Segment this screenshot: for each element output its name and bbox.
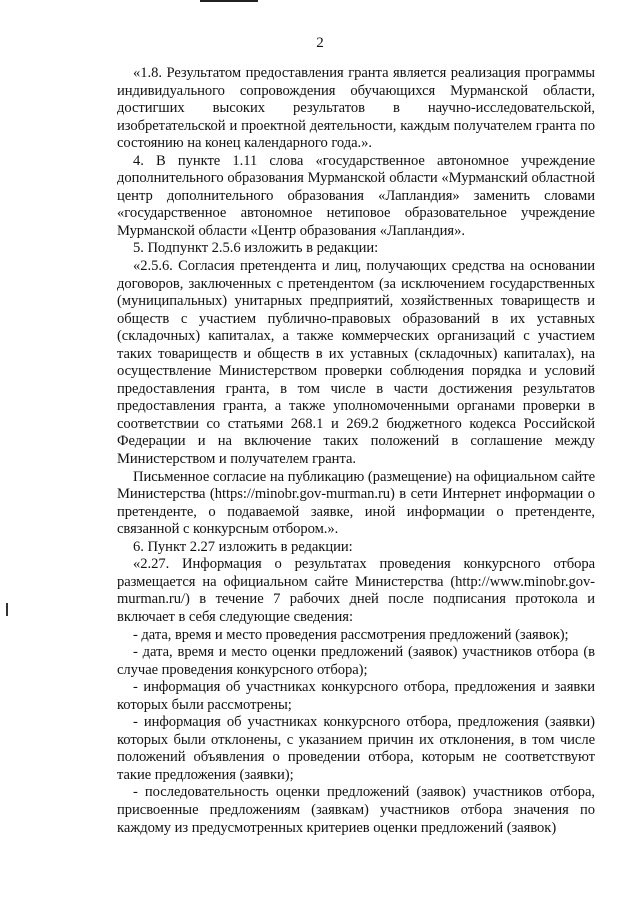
document-body [117, 65, 595, 837]
top-rule [200, 0, 258, 2]
list-item: - информация об участниках конкурсного отбора, предложения (заявки) которых были отклонены, с указанием причин их отклонения, в том числе положений объявления о проведении отбора, которым не соответствуют такие предложения (заявки); [117, 714, 595, 783]
list-item: - информация об участниках конкурсного отбора, предложения и заявки которых были рассмотрены; [117, 679, 595, 713]
paragraph-item-5: 5. Подпункт 2.5.6 изложить в редакции: [133, 240, 379, 257]
scan-mark [6, 603, 8, 616]
list-item: - дата, время и место проведения рассмотрения предложений (заявок); [133, 626, 569, 643]
paragraph-item-4: 4. В пункте 1.11 слова «государственное автономное учреждение дополнительного образования Мурманской области «Мурманский областной центр дополнительного образования «Лапландия» заменить словами «государственное автономное нетиповое образовательное учреждение Мурманской области «Центр образования «Лапландия». [117, 152, 595, 239]
list-item: - дата, время и место оценки предложений (заявок) участников отбора (в случае проведения конкурсного отбора); [117, 644, 595, 678]
paragraph-1-8: «1.8. Результатом предоставления гранта является реализация программы индивидуального сопровождения обучающихся Мурманской области, достигших высоких результатов в научно-исследовательской, изобретательской и проектной деятельности, каждым получателем гранта по состоянию на конец календарного года.». [117, 65, 595, 152]
paragraph-item-6: 6. Пункт 2.27 изложить в редакции: [133, 538, 353, 555]
paragraph-2-5-6: «2.5.6. Согласия претендента и лиц, получающих средства на основании договоров, заключенных с претендентом (за исключением государственных (муниципальных) унитарных предприятий, хозяйственных товариществ и обществ с участием публично-правовых образований в их уставных (складочных) капиталах, а также коммерческих организаций с участием таких товариществ и обществ в их уставных (складочных) капиталах), на осуществление Министерством проверки соблюдения порядка и условий предоставления гранта, в том числе в части достижения результатов предоставления гранта, а также уполномоченными органами проверки в соответствии со статьями 268.1 и 269.2 бюджетного кодекса Российской Федерации и на включение таких положений в соглашение между Министерством и получателем гранта. [117, 258, 595, 468]
page-number: 2 [316, 35, 324, 51]
paragraph-written-consent: Письменное согласие на публикацию (размещение) на официальном сайте Министерства (https://minobr.gov-murman.ru) в сети Интернет информации о претенденте, о подаваемой заявке, иной информации о претенденте, связанной с конкурсным отбором.». [117, 468, 595, 538]
list-item: - последовательность оценки предложений (заявок) участников отбора, присвоенные предложениям (заявкам) участников отбора значения по каждому из предусмотренных критериев оценки предложений (заявок) [117, 784, 595, 836]
paragraph-2-27: «2.27. Информация о результатах проведения конкурсного отбора размещается на официальном сайте Министерства (http://www.minobr.gov-murman.ru/) в течение 7 рабочих дней после подписания протокола и включает в себя следующие сведения: [117, 556, 595, 625]
